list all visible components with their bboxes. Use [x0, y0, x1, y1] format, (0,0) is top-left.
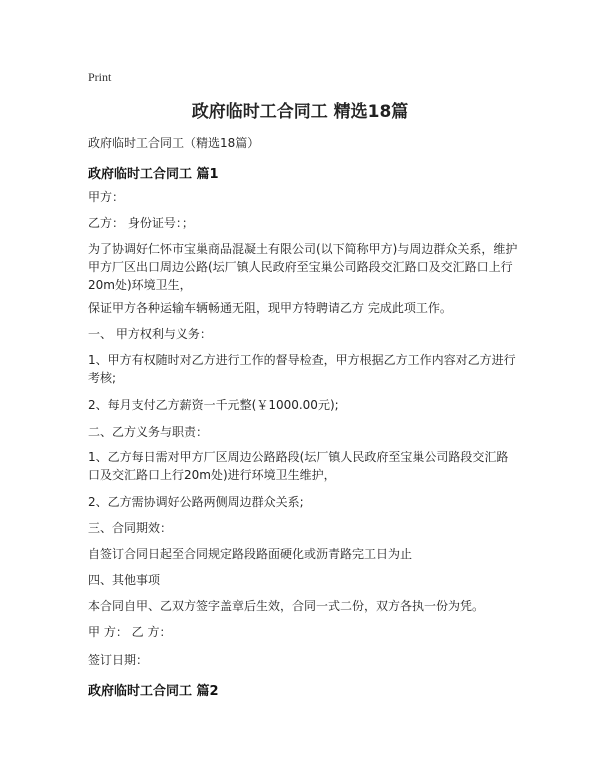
section-heading-2: 政府临时工合同工 篇2	[88, 684, 219, 699]
paragraph-party-b: 乙方： 身份证号：；	[88, 216, 194, 230]
print-link[interactable]: Print	[88, 70, 112, 84]
paragraph-purpose: 为了协调好仁怀市宝巢商品混凝土有限公司(以下简称甲方)与周边群众关系，维护甲方厂区出口周边公路(坛厂镇人民政府至宝巢公司路段交汇路口及交汇路口上行20m处)环境卫生，	[88, 242, 518, 292]
paragraph-guarantee: 保证甲方各种运输车辆畅通无阻，现甲方特聘请乙方 完成此项工作。	[88, 301, 452, 315]
heading-other-matters: 四、其他事项	[88, 573, 161, 587]
heading-party-a-rights: 一、 甲方权利与义务：	[88, 327, 212, 341]
document-subtitle: 政府临时工合同工（精选18篇）	[88, 136, 260, 150]
paragraph-signatures: 甲 方： 乙 方：	[88, 625, 172, 639]
paragraph-effectiveness: 本合同自甲、乙双方签字盖章后生效，合同一式二份，双方各执一份为凭。	[88, 599, 485, 613]
heading-contract-term: 三、合同期效：	[88, 521, 173, 535]
section-heading-1: 政府临时工合同工 篇1	[88, 167, 219, 182]
paragraph-sign-date: 签订日期：	[88, 653, 149, 667]
paragraph-party-a: 甲方：	[88, 190, 125, 204]
paragraph-contract-term: 自签订合同日起至合同规定路段路面硬化或沥青路完工日为止	[88, 547, 413, 561]
heading-party-b-duties: 二、乙方义务与职责：	[88, 425, 209, 439]
paragraph-a-right-1: 1、甲方有权随时对乙方进行工作的督导检查，甲方根据乙方工作内容对乙方进行考核;	[88, 353, 516, 385]
paragraph-b-duty-2: 2、乙方需协调好公路两侧周边群众关系;	[88, 495, 304, 509]
paragraph-b-duty-1: 1、乙方每日需对甲方厂区周边公路路段(坛厂镇人民政府至宝巢公司路段交汇路口及交汇路口上行20m处)进行环境卫生维护，	[88, 450, 509, 482]
paragraph-a-right-2: 2、每月支付乙方薪资一千元整(￥1000.00元);	[88, 398, 339, 412]
page-title: 政府临时工合同工 精选18篇	[191, 102, 409, 122]
